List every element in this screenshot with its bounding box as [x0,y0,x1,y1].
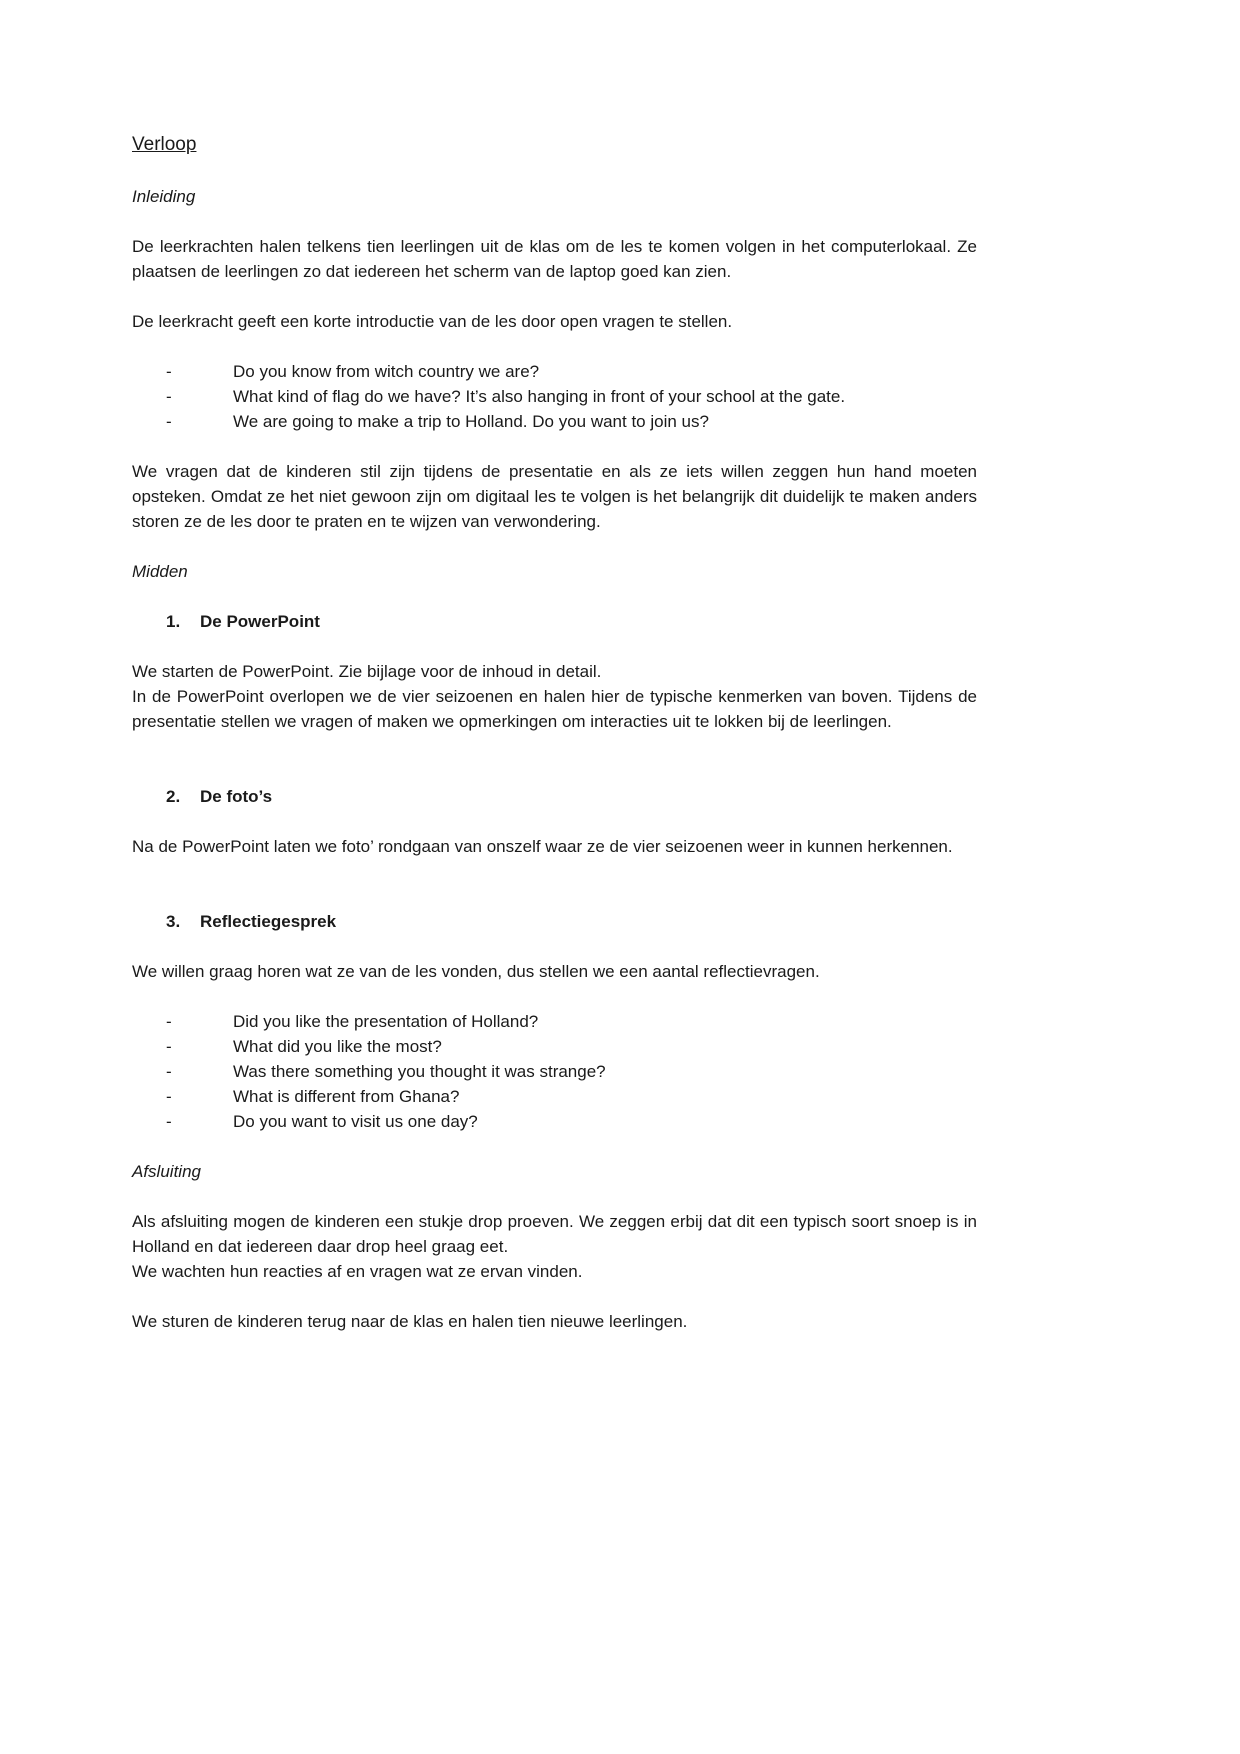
paragraph-powerpoint-1: We starten de PowerPoint. Zie bijlage voor de inhoud in detail. [132,662,602,681]
paragraph-fotos: Na de PowerPoint laten we foto’ rondgaan van onszelf waar ze de vier seizoenen weer in kunnen herkennen. [132,837,953,856]
bullet-marker: - [166,362,172,381]
paragraph-inleiding-1: De leerkrachten halen telkens tien leerlingen uit de klas om de les te komen volgen in het computerlokaal. Ze plaatsen de leerlingen zo dat iedereen het scherm van de laptop goed kan zien. [132,237,977,281]
page-title: Verloop [132,134,197,155]
item-number: 2. [166,787,181,806]
paragraph-inleiding-3: We vragen dat de kinderen stil zijn tijdens de presentatie en als ze iets willen zeggen hun hand moeten opsteken. Omdat ze het niet gewoon zijn om digitaal les te volgen is het belangrijk dit duidelijk te maken anders storen ze de les door te praten en te wijzen van verwondering. [132,462,977,531]
list-item-text: Do you know from witch country we are? [233,362,540,381]
list-item-text: What did you like the most? [233,1037,442,1056]
list-item-text: Did you like the presentation of Holland? [233,1012,539,1031]
bullet-marker: - [166,1012,172,1031]
bullet-marker: - [166,1062,172,1081]
section-heading-afsluiting: Afsluiting [132,1162,201,1181]
paragraph-powerpoint-2: In de PowerPoint overlopen we de vier seizoenen en halen hier de typische kenmerken van boven. Tijdens de presentatie stellen we vragen of maken we opmerkingen om interacties uit te lokken bij de leerlingen. [132,687,977,731]
list-item-text: Was there something you thought it was strange? [233,1062,606,1081]
list-item-text: What is different from Ghana? [233,1087,460,1106]
item-title: De foto’s [200,787,273,806]
bullet-marker: - [166,412,172,431]
list-item-text: Do you want to visit us one day? [233,1112,478,1131]
paragraph-afsluiting-2: We sturen de kinderen terug naar de klas en halen tien nieuwe leerlingen. [132,1312,688,1331]
bullet-marker: - [166,1112,172,1131]
list-item-text: What kind of flag do we have? It’s also hanging in front of your school at the gate. [233,387,846,406]
paragraph-inleiding-2: De leerkracht geeft een korte introductie van de les door open vragen te stellen. [132,312,733,331]
list-item-text: We are going to make a trip to Holland. Do you want to join us? [233,412,709,431]
item-title: Reflectiegesprek [200,912,337,931]
section-heading-inleiding: Inleiding [132,187,196,206]
bullet-marker: - [166,387,172,406]
item-number: 3. [166,912,181,931]
paragraph-afsluiting-1: Als afsluiting mogen de kinderen een stukje drop proeven. We zeggen erbij dat dit een typisch soort snoep is in Holland en dat iedereen daar drop heel graag eet. [132,1212,977,1256]
item-title: De PowerPoint [200,612,320,631]
bullet-marker: - [166,1087,172,1106]
bullet-marker: - [166,1037,172,1056]
item-number: 1. [166,612,181,631]
paragraph-afsluiting-1b: We wachten hun reacties af en vragen wat ze ervan vinden. [132,1262,583,1281]
paragraph-reflectie: We willen graag horen wat ze van de les vonden, dus stellen we een aantal reflectievragen. [132,962,820,981]
section-heading-midden: Midden [132,562,188,581]
